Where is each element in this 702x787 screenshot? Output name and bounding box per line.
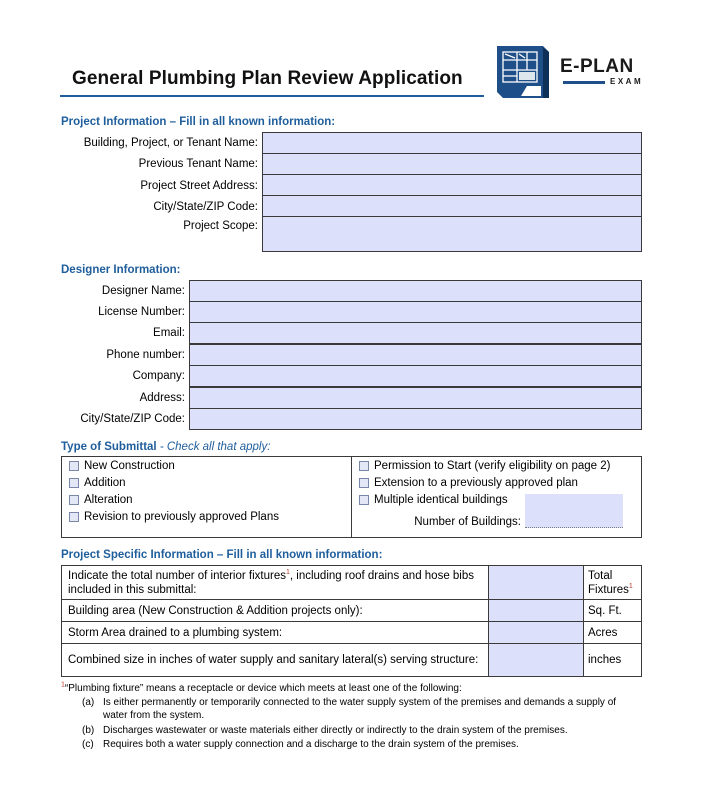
table-row xyxy=(62,644,642,677)
revision-label: Revision to previously approved Plans xyxy=(84,511,279,523)
extension-label: Extension to a previously approved plan xyxy=(374,477,578,489)
addition-option[interactable] xyxy=(69,477,126,489)
number-of-buildings-field[interactable] xyxy=(525,494,623,528)
title-underline xyxy=(60,95,484,97)
permission-to-start-option[interactable] xyxy=(359,460,611,472)
address-field[interactable] xyxy=(189,387,642,409)
new-construction-label: New Construction xyxy=(84,460,175,472)
footnote-item: Is either permanently or temporarily connected to the water supply system of the premises and demands a supply of water from the system. xyxy=(103,697,617,721)
storm-area-field[interactable] xyxy=(489,622,584,644)
project-specific-heading: Project Specific Information – Fill in all known information: xyxy=(61,549,383,561)
logo-wordmark: E-PLAN xyxy=(560,56,634,77)
email-field[interactable] xyxy=(189,322,642,344)
addition-checkbox[interactable] xyxy=(69,478,79,488)
email-label: Email: xyxy=(153,327,185,339)
storm-area-question: Storm Area drained to a plumbing system: xyxy=(62,622,489,644)
company-field[interactable] xyxy=(189,365,642,387)
number-of-buildings-label: Number of Buildings: xyxy=(414,516,521,528)
total-fixtures-unit-text: Total Fixtures xyxy=(588,569,629,596)
designer-name-label: Designer Name: xyxy=(101,285,185,297)
page-title: General Plumbing Plan Review Application xyxy=(72,68,463,89)
extension-option[interactable] xyxy=(359,477,578,489)
phone-field[interactable] xyxy=(189,344,642,366)
footnote-marker: 1 xyxy=(285,568,290,576)
designer-name-field[interactable] xyxy=(189,280,642,302)
footnote-item: Discharges wastewater or waste materials either directly or indirectly to the drain system of the premises. xyxy=(103,725,568,736)
project-scope-field[interactable] xyxy=(262,216,642,252)
new-construction-option[interactable] xyxy=(69,460,175,472)
footnote-item-letter: (a) xyxy=(82,697,95,708)
fixtures-question-text: Indicate the total number of interior fixtures xyxy=(68,569,286,582)
footnote-item: Requires both a water supply connection and a discharge to the drain system of the premises. xyxy=(103,739,519,750)
project-scope-label: Project Scope: xyxy=(183,220,258,232)
unit-footnote-marker: 1 xyxy=(628,582,633,590)
submittal-divider xyxy=(351,456,352,538)
permission-to-start-label: Permission to Start (verify eligibility on page 2) xyxy=(374,460,611,472)
multiple-buildings-option[interactable] xyxy=(359,494,508,506)
storm-area-unit: Acres xyxy=(584,622,642,644)
building-area-question: Building area (New Construction & Addition projects only): xyxy=(62,600,489,622)
fixture-footnote xyxy=(61,682,462,695)
table-row xyxy=(62,622,642,644)
revision-option[interactable] xyxy=(69,511,279,523)
footnote-item-letter: (b) xyxy=(82,725,95,736)
project-specific-table xyxy=(61,565,642,677)
total-fixtures-unit xyxy=(584,566,642,600)
fixtures-question xyxy=(62,566,489,600)
building-area-field[interactable] xyxy=(489,600,584,622)
alteration-checkbox[interactable] xyxy=(69,495,79,505)
table-row xyxy=(62,566,642,600)
alteration-option[interactable] xyxy=(69,494,133,506)
extension-checkbox[interactable] xyxy=(359,478,369,488)
lateral-size-unit: inches xyxy=(584,644,642,677)
license-number-label: License Number: xyxy=(98,306,185,318)
street-address-field[interactable] xyxy=(262,174,642,196)
brand-logo xyxy=(560,56,644,86)
previous-tenant-field[interactable] xyxy=(262,153,642,175)
phone-label: Phone number: xyxy=(106,349,185,361)
alteration-label: Alteration xyxy=(84,494,133,506)
street-address-label: Project Street Address: xyxy=(140,180,258,192)
address-label: Address: xyxy=(139,392,185,404)
project-city-label: City/State/ZIP Code: xyxy=(153,201,258,213)
multiple-buildings-label: Multiple identical buildings xyxy=(374,494,508,506)
permission-to-start-checkbox[interactable] xyxy=(359,461,369,471)
multiple-buildings-checkbox[interactable] xyxy=(359,495,369,505)
project-city-field[interactable] xyxy=(262,195,642,217)
submittal-heading-text: Type of Submittal xyxy=(61,441,157,453)
logo-bar xyxy=(563,81,605,84)
addition-label: Addition xyxy=(84,477,126,489)
lateral-size-field[interactable] xyxy=(489,644,584,677)
submittal-heading xyxy=(61,441,270,453)
submittal-heading-note: - Check all that apply: xyxy=(156,441,271,453)
new-construction-checkbox[interactable] xyxy=(69,461,79,471)
building-name-field[interactable] xyxy=(262,132,642,154)
designer-city-field[interactable] xyxy=(189,408,642,430)
lateral-size-question: Combined size in inches of water supply and sanitary lateral(s) serving structure: xyxy=(62,644,489,677)
project-info-heading: Project Information – Fill in all known information: xyxy=(61,116,336,128)
footnote-item-letter: (c) xyxy=(82,739,94,750)
footnote-text: “Plumbing fixture” means a receptacle or device which meets at least one of the following: xyxy=(64,683,462,694)
blueprint-logo-icon xyxy=(497,46,549,98)
logo-subtitle: EXAM xyxy=(610,77,644,86)
total-fixtures-field[interactable] xyxy=(489,566,584,600)
revision-checkbox[interactable] xyxy=(69,512,79,522)
company-label: Company: xyxy=(132,370,185,382)
table-row xyxy=(62,600,642,622)
building-name-label: Building, Project, or Tenant Name: xyxy=(83,137,258,149)
designer-info-heading: Designer Information: xyxy=(61,264,181,276)
footnote-number: 1 xyxy=(61,681,65,689)
designer-city-label: City/State/ZIP Code: xyxy=(80,413,185,425)
license-number-field[interactable] xyxy=(189,301,642,323)
fixtures-question-text-cont: , including roof drains and hose bibs included in this submittal: xyxy=(68,569,475,596)
previous-tenant-label: Previous Tenant Name: xyxy=(138,158,258,170)
building-area-unit: Sq. Ft. xyxy=(584,600,642,622)
